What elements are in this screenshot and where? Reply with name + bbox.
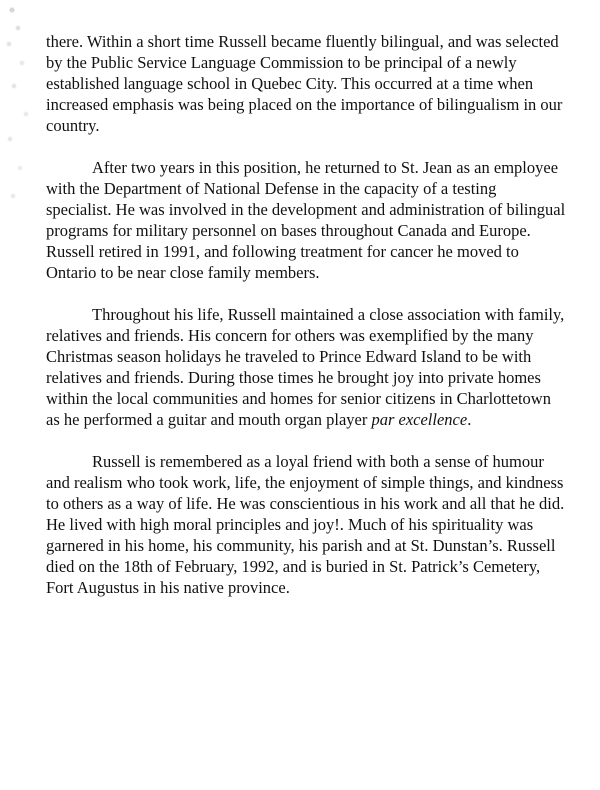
paragraph-1: there. Within a short time Russell became fluently bilingual, and was selected by the Public Service Language Commission to be principal of a newly established language school in Quebec City. This occurred at a time when increased emphasis was being placed on the importance of bilingualism in our country. bbox=[46, 32, 563, 135]
paragraph-2: After two years in this position, he returned to St. Jean as an employee with the Department of National Defense in the capacity of a testing specialist. He was involved in the development and administration of bilingual programs for military personnel on bases throughout Canada and Europe. Russell retired in 1991, and following treatment for cancer he moved to Ontario to be near close family members. bbox=[46, 158, 566, 282]
document-body bbox=[46, 31, 566, 619]
paragraph-4: Russell is remembered as a loyal friend with both a sense of humour and realism who took work, life, the enjoyment of simple things, and kindness to others as a way of life. He was conscientious in his work and all that he did. He lived with high moral principles and joy!. Much of his spirituality was garnered in his home, his community, his parish and at St. Dunstan’s. Russell died on the 18th of February, 1992, and is buried in St. Patrick’s Cemetery, Fort Augustus in his native province. bbox=[46, 452, 565, 597]
paragraph-3-ending-punctuation: . bbox=[467, 410, 472, 429]
paragraph-3 bbox=[46, 304, 566, 430]
paragraph-3-main-text: Throughout his life, Russell maintained a close association with family, relatives and friends. His concern for others was exemplified by the many Christmas season holidays he traveled to Prince Edward Island to be with relatives and friends. During those times he brought joy into private homes within the local communities and homes for senior citizens in Charlottetown as he performed a guitar and mouth organ player bbox=[46, 305, 565, 429]
scan-speckle-edge bbox=[0, 0, 38, 220]
paragraph-3-italic-text: par excellence bbox=[371, 410, 468, 429]
